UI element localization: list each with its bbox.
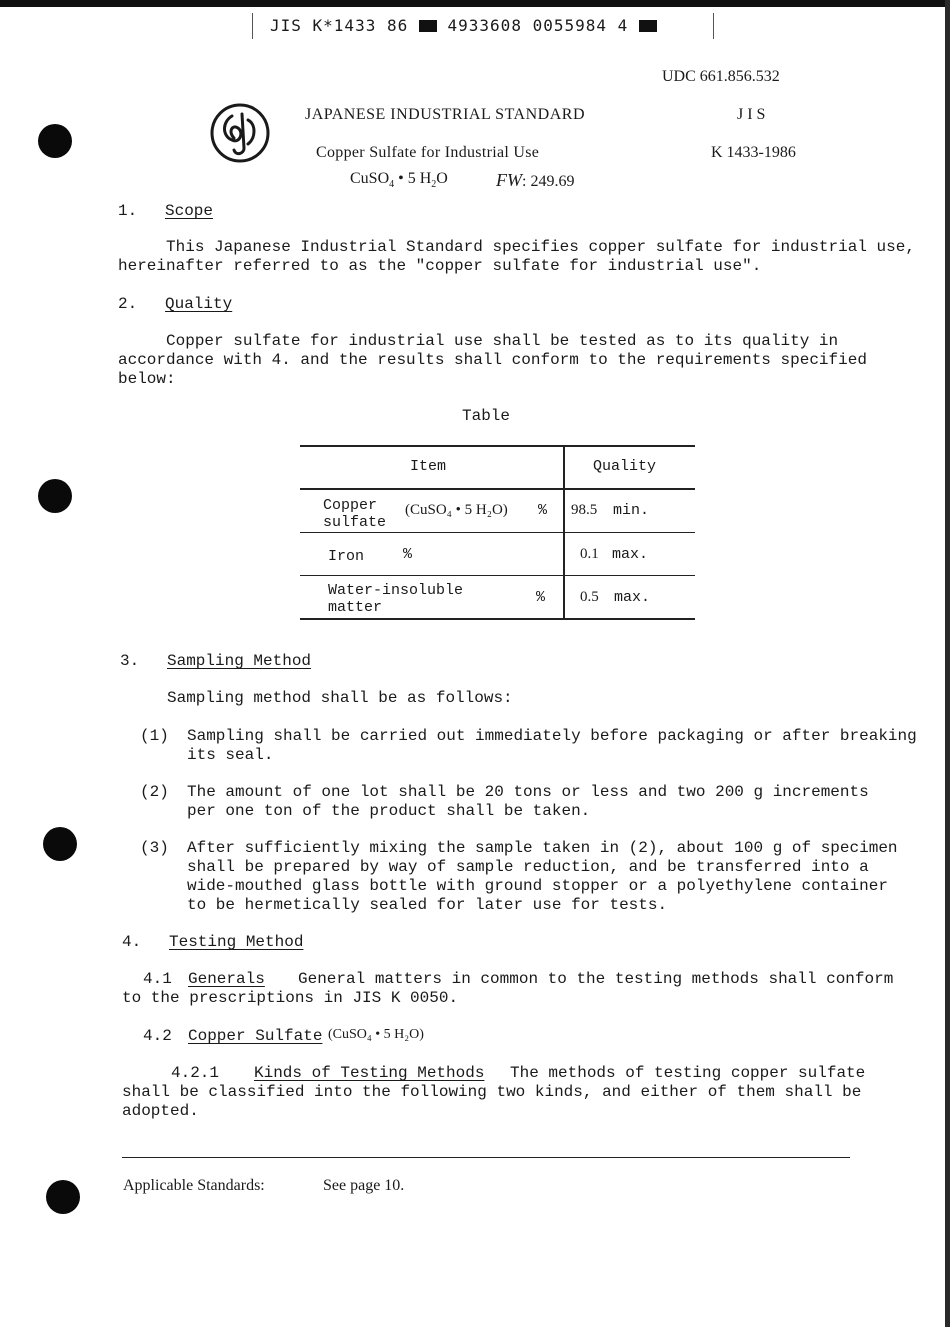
punch-hole <box>43 827 77 861</box>
formula-weight <box>496 170 574 191</box>
section-2-title: Quality <box>165 295 233 313</box>
jis-logo-icon <box>208 102 272 164</box>
footer-label: Applicable Standards: <box>123 1177 265 1194</box>
table-caption: Table <box>462 407 511 425</box>
subsection-4-1-body-cont: to the prescriptions in JIS K 0050. <box>122 989 459 1007</box>
table-column-divider <box>563 445 565 620</box>
subsection-4-1-number: 4.1 <box>143 970 172 988</box>
table-row-quality-text: max. <box>614 589 651 606</box>
table-row-item: Copper sulfate <box>323 497 387 531</box>
list-item: The amount of one lot shall be 20 tons or less and two 200 g increments per one ton of the product shall be taken. <box>187 783 869 820</box>
table-row-unit: % <box>538 502 548 519</box>
table-row-item: Iron <box>328 548 365 565</box>
punch-hole <box>46 1180 80 1214</box>
subsection-4-2-1-body-cont: shall be classified into the following two kinds, and either of them shall be adopted. <box>122 1083 862 1120</box>
section-1-number: 1. <box>118 202 138 220</box>
footer-rule <box>122 1157 850 1158</box>
table-header-item: Item <box>410 458 447 475</box>
doc-title: Copper Sulfate for Industrial Use <box>316 144 540 161</box>
section-1-title: Scope <box>165 202 214 220</box>
right-edge-shadow <box>945 0 950 1327</box>
block-mark <box>419 20 437 32</box>
doc-number: K 1433-1986 <box>711 144 796 161</box>
table-rule-top <box>300 445 695 447</box>
section-3-title: Sampling Method <box>167 652 312 670</box>
section-3-number: 3. <box>120 652 140 670</box>
footer-reference: See page 10. <box>323 1177 405 1194</box>
table-row-item: Water-insoluble matter <box>328 582 464 616</box>
table-row-quality-text: min. <box>613 502 650 519</box>
list-item-number: (3) <box>140 839 169 857</box>
subsection-4-2-1-body: The methods of testing copper sulfate <box>510 1064 866 1082</box>
table-rule-header <box>300 488 695 490</box>
subsection-4-2-1-title: Kinds of Testing Methods <box>254 1064 485 1082</box>
subsection-4-2-title: Copper Sulfate <box>188 1027 323 1045</box>
section-1-body: This Japanese Industrial Standard specifies copper sulfate for industrial use, hereinafter referred to as the "copper sulfate for industrial use". <box>118 238 915 275</box>
punch-hole <box>38 124 72 158</box>
table-rule <box>300 575 695 576</box>
subsection-4-1-title: Generals <box>188 970 265 988</box>
section-2-body: Copper sulfate for industrial use shall be tested as to its quality in accordance with 4. and the results shall conform to the requirements specified below: <box>118 332 867 388</box>
fw-label: FW <box>496 170 522 190</box>
list-item-number: (1) <box>140 727 169 745</box>
table-row-unit: % <box>536 589 546 606</box>
subsection-4-1-body: General matters in common to the testing methods shall conform <box>298 970 894 988</box>
section-4-title: Testing Method <box>169 933 304 951</box>
block-mark <box>639 20 657 32</box>
header-code <box>270 16 657 35</box>
table-header-quality: Quality <box>593 458 657 475</box>
section-2-number: 2. <box>118 295 138 313</box>
top-edge-shadow <box>0 0 950 7</box>
jis-mark: J I S <box>737 106 766 123</box>
list-item: Sampling shall be carried out immediately before packaging or after breaking its seal. <box>187 727 917 764</box>
punch-hole <box>38 479 72 513</box>
list-item: After sufficiently mixing the sample taken in (2), about 100 g of specimen shall be prepared by way of sample reduction, and be transferred into a wide-mouthed glass bottle with ground stopper or a polyethylene container to be hermetically sealed for later use for tests. <box>187 839 898 914</box>
subsection-4-2-number: 4.2 <box>143 1027 172 1045</box>
table-row-quality-value: 0.1 <box>580 546 599 562</box>
table-row-quality-value: 0.5 <box>580 589 599 605</box>
table-row-formula: (CuSO₄ • 5 H₂O) <box>405 502 508 518</box>
list-item-number: (2) <box>140 783 169 801</box>
fw-value: : 249.69 <box>522 173 575 190</box>
table-row-quality-text: max. <box>612 546 649 563</box>
table-row-unit: % <box>403 546 413 563</box>
section-3-intro: Sampling method shall be as follows: <box>167 689 513 707</box>
header-code-text-2: 4933608 0055984 4 <box>447 16 629 35</box>
table-rule-bottom <box>300 618 695 620</box>
udc-number: UDC 661.856.532 <box>662 68 780 85</box>
subsection-4-2-formula: (CuSO₄ • 5 H₂O) <box>328 1027 424 1042</box>
table-rule <box>300 532 695 533</box>
section-4-number: 4. <box>122 933 142 951</box>
header-code-text: JIS K*1433 86 <box>270 16 409 35</box>
table-row-quality-value: 98.5 <box>571 502 598 518</box>
chemical-formula: CuSO$_4$ • 5 $H_2O$ <box>350 170 448 191</box>
standard-title: JAPANESE INDUSTRIAL STANDARD <box>305 106 585 123</box>
subsection-4-2-1-number: 4.2.1 <box>171 1064 220 1082</box>
